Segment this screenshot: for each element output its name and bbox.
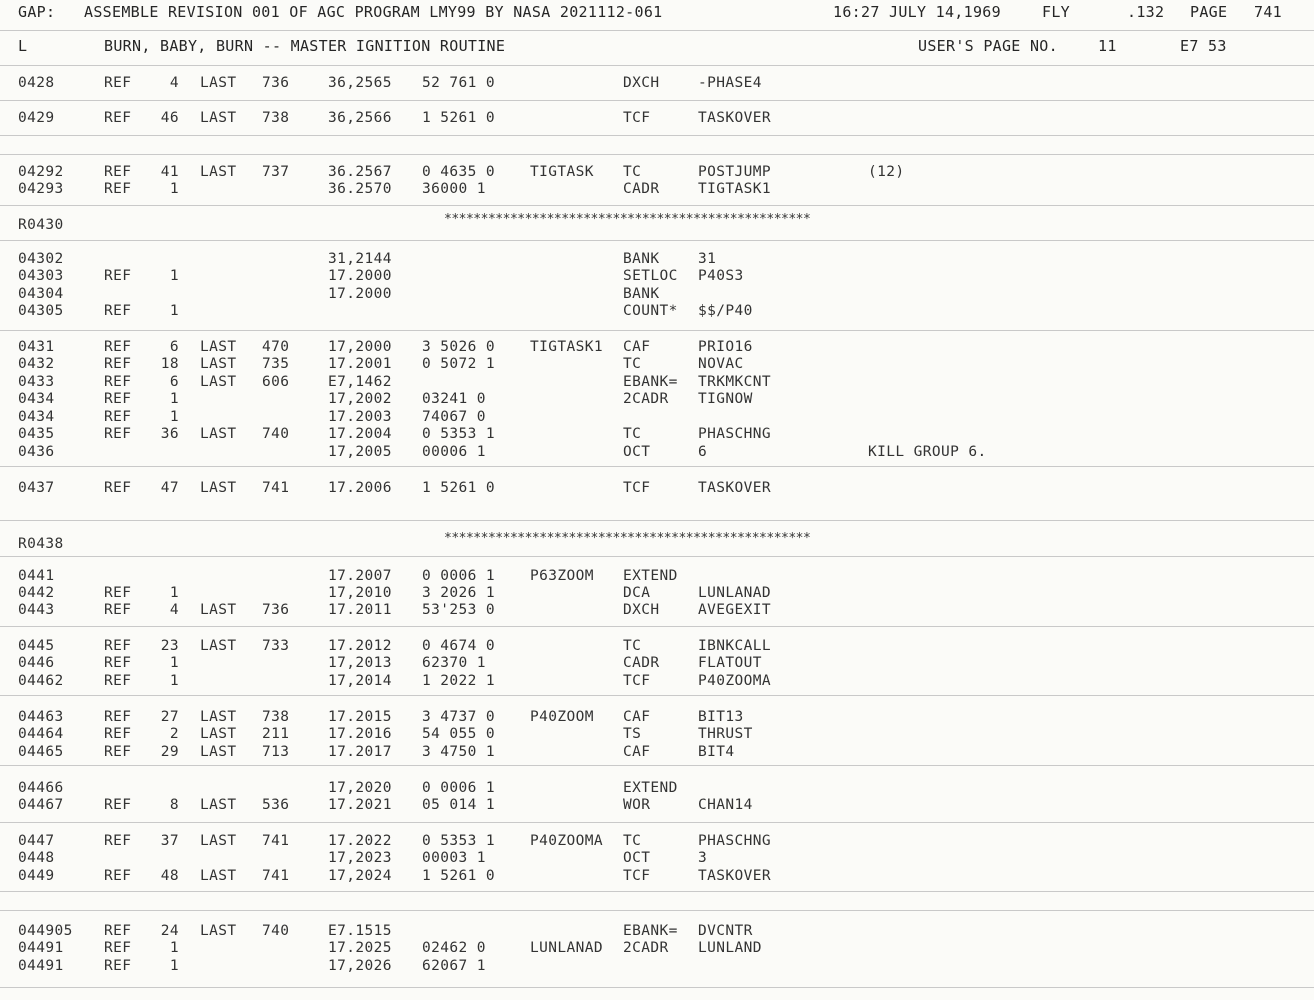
cell-line: 0443 (18, 602, 55, 618)
cell-refnum: 6 (169, 339, 179, 355)
cell-addr: 17,2000 (328, 339, 392, 355)
cell-refnum: 47 (160, 480, 179, 496)
cell-line: 04491 (18, 958, 64, 974)
cell-op: CADR (623, 655, 660, 671)
cell-line: 0434 (18, 391, 55, 407)
cell-line: 04466 (18, 780, 64, 796)
cell-label: LUNLANAD (530, 940, 604, 956)
cell-lastnum: 738 (262, 709, 290, 725)
cell-addr: 17.2001 (328, 356, 392, 372)
cell-addr: 17.2000 (328, 286, 392, 302)
cell-addr: 17.2011 (328, 602, 392, 618)
page-number: 741 (1254, 3, 1282, 21)
cell-line: 0428 (18, 75, 55, 91)
cell-line: 0441 (18, 568, 55, 584)
cell-operand: BIT4 (698, 744, 735, 760)
cell-last: LAST (200, 374, 237, 390)
cell-comment: (12) (868, 164, 905, 180)
cell-ref: REF (104, 726, 132, 742)
cell-op: EXTEND (623, 568, 678, 584)
cell-code: 74067 0 (422, 409, 486, 425)
cell-last: LAST (200, 110, 237, 126)
cell-refnum: 41 (160, 164, 179, 180)
cell-code: 3 2026 1 (422, 585, 496, 601)
cell-addr: 17,2026 (328, 958, 392, 974)
cell-addr: 36.2567 (328, 164, 392, 180)
cell-line: 04302 (18, 251, 64, 267)
cell-lastnum: 736 (262, 75, 290, 91)
ruled-line (0, 466, 1314, 467)
cell-addr: 17.2006 (328, 480, 392, 496)
cell-code: 02462 0 (422, 940, 486, 956)
cell-code: 52 761 0 (422, 75, 496, 91)
cell-refnum: 29 (160, 744, 179, 760)
cell-addr: 17,2024 (328, 868, 392, 884)
cell-operand: TASKOVER (698, 480, 772, 496)
cell-refnum: 4 (169, 75, 179, 91)
cell-line: R0430 (18, 217, 64, 233)
cell-op: DXCH (623, 602, 660, 618)
cell-code: 54 055 0 (422, 726, 496, 742)
cell-addr: 17.2021 (328, 797, 392, 813)
ruled-line (0, 910, 1314, 911)
cell-code: 36000 1 (422, 181, 486, 197)
cell-ref: REF (104, 391, 132, 407)
cell-line: 044905 (18, 923, 73, 939)
cell-refnum: 1 (169, 585, 179, 601)
cell-refnum: 27 (160, 709, 179, 725)
cell-ref: REF (104, 480, 132, 496)
cell-lastnum: 737 (262, 164, 290, 180)
cell-line: R0438 (18, 536, 64, 552)
cell-operand: TIGNOW (698, 391, 753, 407)
cell-op: CAF (623, 744, 651, 760)
cell-label: TIGTASK1 (530, 339, 604, 355)
cell-operand: LUNLAND (698, 940, 762, 956)
cell-addr: 36,2565 (328, 75, 392, 91)
cell-line: 04293 (18, 181, 64, 197)
cell-operand: FLATOUT (698, 655, 762, 671)
cell-label: P40ZOOM (530, 709, 594, 725)
cell-last: LAST (200, 797, 237, 813)
cell-addr: E7,1462 (328, 374, 392, 390)
cell-last: LAST (200, 356, 237, 372)
cell-lastnum: 736 (262, 602, 290, 618)
cell-ref: REF (104, 303, 132, 319)
cell-code: 0 0006 1 (422, 780, 496, 796)
cell-addr: 36.2570 (328, 181, 392, 197)
cell-line: 04305 (18, 303, 64, 319)
cell-addr: 17.2003 (328, 409, 392, 425)
users-page-number: 11 (1098, 37, 1117, 55)
timestamp: 16:27 JULY 14,1969 (833, 3, 1001, 21)
cell-line: 04292 (18, 164, 64, 180)
cell-line: 0446 (18, 655, 55, 671)
cell-op: TC (623, 356, 642, 372)
cell-op: EBANK= (623, 374, 678, 390)
cell-operand: IBNKCALL (698, 638, 772, 654)
cell-ref: REF (104, 958, 132, 974)
cell-refnum: 48 (160, 868, 179, 884)
cell-op: CAF (623, 709, 651, 725)
cell-op: TCF (623, 673, 651, 689)
ruled-line (0, 822, 1314, 823)
cell-last: LAST (200, 638, 237, 654)
cell-last: LAST (200, 726, 237, 742)
cell-op: TC (623, 638, 642, 654)
cell-last: LAST (200, 339, 237, 355)
cell-last: LAST (200, 744, 237, 760)
cell-line: 0431 (18, 339, 55, 355)
cell-code: 0 5353 1 (422, 426, 496, 442)
cell-addr: 17,2010 (328, 585, 392, 601)
cell-refnum: 1 (169, 303, 179, 319)
cell-last: LAST (200, 833, 237, 849)
cell-code: 1 5261 0 (422, 480, 496, 496)
cell-ref: REF (104, 868, 132, 884)
code-label: .132 (1127, 3, 1165, 21)
cell-line: 04463 (18, 709, 64, 725)
cell-op: OCT (623, 444, 651, 460)
ruled-line (0, 154, 1314, 155)
cell-lastnum: 735 (262, 356, 290, 372)
cell-code: 0 0006 1 (422, 568, 496, 584)
cell-addr: 17.2022 (328, 833, 392, 849)
cell-ref: REF (104, 744, 132, 760)
cell-op: 2CADR (623, 391, 669, 407)
cell-op: TC (623, 833, 642, 849)
cell-line: 0437 (18, 480, 55, 496)
ruled-line (0, 30, 1314, 31)
cell-operand: NOVAC (698, 356, 744, 372)
cell-line: 04464 (18, 726, 64, 742)
cell-operand: CHAN14 (698, 797, 753, 813)
cell-label: P63ZOOM (530, 568, 594, 584)
cell-last: LAST (200, 868, 237, 884)
cell-refnum: 24 (160, 923, 179, 939)
ruled-line (0, 765, 1314, 766)
cell-refnum: 1 (169, 181, 179, 197)
fly-label: FLY (1042, 3, 1070, 21)
cell-ref: REF (104, 268, 132, 284)
cell-operand: P40S3 (698, 268, 744, 284)
cell-op: BANK (623, 251, 660, 267)
cell-line: 04462 (18, 673, 64, 689)
ruled-line (0, 520, 1314, 521)
cell-op: COUNT* (623, 303, 678, 319)
cell-line: 04467 (18, 797, 64, 813)
cell-label: P40ZOOMA (530, 833, 604, 849)
separator-stars: ************************************************** (444, 531, 811, 546)
cell-lastnum: 606 (262, 374, 290, 390)
cell-comment: KILL GROUP 6. (868, 444, 987, 460)
cell-addr: 17.2000 (328, 268, 392, 284)
left-marker: L (18, 37, 28, 55)
cell-operand: $$/P40 (698, 303, 753, 319)
cell-ref: REF (104, 602, 132, 618)
users-page-label: USER'S PAGE NO. (918, 37, 1058, 55)
ruled-line (0, 695, 1314, 696)
page-label: PAGE (1190, 3, 1228, 21)
cell-ref: REF (104, 181, 132, 197)
cell-operand: PHASCHNG (698, 426, 772, 442)
cell-ref: REF (104, 923, 132, 939)
cell-op: CADR (623, 181, 660, 197)
cell-operand: DVCNTR (698, 923, 753, 939)
cell-code: 0 5353 1 (422, 833, 496, 849)
cell-operand: -PHASE4 (698, 75, 762, 91)
cell-op: DXCH (623, 75, 660, 91)
cell-last: LAST (200, 602, 237, 618)
cell-line: 0448 (18, 850, 55, 866)
cell-ref: REF (104, 940, 132, 956)
cell-refnum: 23 (160, 638, 179, 654)
cell-ref: REF (104, 833, 132, 849)
routine-title: BURN, BABY, BURN -- MASTER IGNITION ROUTINE (104, 37, 506, 55)
cell-line: 0434 (18, 409, 55, 425)
cell-op: TCF (623, 110, 651, 126)
cell-op: OCT (623, 850, 651, 866)
cell-lastnum: 738 (262, 110, 290, 126)
ruled-line (0, 205, 1314, 206)
cell-operand: 6 (698, 444, 708, 460)
cell-code: 03241 0 (422, 391, 486, 407)
cell-lastnum: 741 (262, 833, 290, 849)
cell-last: LAST (200, 75, 237, 91)
cell-code: 00006 1 (422, 444, 486, 460)
ruled-line (0, 626, 1314, 627)
cell-ref: REF (104, 585, 132, 601)
cell-addr: 17,2014 (328, 673, 392, 689)
cell-ref: REF (104, 110, 132, 126)
cell-line: 0447 (18, 833, 55, 849)
ruled-line (0, 987, 1314, 988)
cell-ref: REF (104, 356, 132, 372)
cell-op: TC (623, 426, 642, 442)
cell-refnum: 1 (169, 409, 179, 425)
cell-addr: 17.2017 (328, 744, 392, 760)
assembly-title: ASSEMBLE REVISION 001 OF AGC PROGRAM LMY99 BY NASA 2021112-061 (84, 3, 663, 21)
ruled-line (0, 330, 1314, 331)
cell-ref: REF (104, 409, 132, 425)
cell-last: LAST (200, 923, 237, 939)
ruled-line (0, 100, 1314, 101)
cell-refnum: 1 (169, 268, 179, 284)
cell-op: BANK (623, 286, 660, 302)
cell-line: 04304 (18, 286, 64, 302)
cell-addr: 17,2002 (328, 391, 392, 407)
cell-code: 1 5261 0 (422, 868, 496, 884)
cell-line: 0445 (18, 638, 55, 654)
cell-line: 0449 (18, 868, 55, 884)
cell-lastnum: 740 (262, 426, 290, 442)
cell-operand: AVEGEXIT (698, 602, 772, 618)
cell-line: 0433 (18, 374, 55, 390)
cell-lastnum: 470 (262, 339, 290, 355)
cell-op: TCF (623, 868, 651, 884)
cell-op: TS (623, 726, 642, 742)
cell-operand: BIT13 (698, 709, 744, 725)
cell-operand: LUNLANAD (698, 585, 772, 601)
cell-line: 0429 (18, 110, 55, 126)
cell-code: 62067 1 (422, 958, 486, 974)
cell-refnum: 1 (169, 673, 179, 689)
ruled-line (0, 65, 1314, 66)
cell-refnum: 1 (169, 655, 179, 671)
cell-line: 0435 (18, 426, 55, 442)
cell-ref: REF (104, 709, 132, 725)
cell-lastnum: 740 (262, 923, 290, 939)
cell-code: 1 5261 0 (422, 110, 496, 126)
cell-code: 53'253 0 (422, 602, 496, 618)
cell-ref: REF (104, 75, 132, 91)
cell-refnum: 8 (169, 797, 179, 813)
cell-ref: REF (104, 673, 132, 689)
cell-code: 05 014 1 (422, 797, 496, 813)
cell-op: TCF (623, 480, 651, 496)
cell-refnum: 4 (169, 602, 179, 618)
cell-code: 3 4750 1 (422, 744, 496, 760)
cell-operand: TRKMKCNT (698, 374, 772, 390)
cell-addr: 17.2012 (328, 638, 392, 654)
cell-line: 04491 (18, 940, 64, 956)
cell-op: EBANK= (623, 923, 678, 939)
cell-operand: TASKOVER (698, 868, 772, 884)
cell-operand: PHASCHNG (698, 833, 772, 849)
cell-op: CAF (623, 339, 651, 355)
cell-ref: REF (104, 164, 132, 180)
cell-last: LAST (200, 709, 237, 725)
cell-lastnum: 741 (262, 868, 290, 884)
cell-line: 04465 (18, 744, 64, 760)
cell-lastnum: 733 (262, 638, 290, 654)
cell-code: 0 4674 0 (422, 638, 496, 654)
cell-lastnum: 536 (262, 797, 290, 813)
cell-ref: REF (104, 638, 132, 654)
cell-op: WOR (623, 797, 651, 813)
cell-operand: TIGTASK1 (698, 181, 772, 197)
cell-code: 3 5026 0 (422, 339, 496, 355)
cell-last: LAST (200, 426, 237, 442)
cell-line: 0432 (18, 356, 55, 372)
ruled-line (0, 556, 1314, 557)
cell-line: 0436 (18, 444, 55, 460)
cell-refnum: 2 (169, 726, 179, 742)
cell-code: 1 2022 1 (422, 673, 496, 689)
cell-line: 04303 (18, 268, 64, 284)
cell-op: 2CADR (623, 940, 669, 956)
cell-operand: THRUST (698, 726, 753, 742)
cell-line: 0442 (18, 585, 55, 601)
cell-ref: REF (104, 655, 132, 671)
cell-addr: 17.2016 (328, 726, 392, 742)
cell-op: DCA (623, 585, 651, 601)
e7-label: E7 53 (1180, 37, 1227, 55)
cell-last: LAST (200, 164, 237, 180)
separator-stars: ************************************************** (444, 212, 811, 227)
cell-refnum: 37 (160, 833, 179, 849)
cell-ref: REF (104, 374, 132, 390)
cell-refnum: 36 (160, 426, 179, 442)
ruled-line (0, 135, 1314, 136)
cell-code: 3 4737 0 (422, 709, 496, 725)
cell-ref: REF (104, 426, 132, 442)
cell-lastnum: 713 (262, 744, 290, 760)
ruled-line (0, 240, 1314, 241)
cell-addr: 17,2013 (328, 655, 392, 671)
cell-code: 00003 1 (422, 850, 486, 866)
cell-last: LAST (200, 480, 237, 496)
cell-ref: REF (104, 797, 132, 813)
cell-operand: POSTJUMP (698, 164, 772, 180)
cell-addr: 17,2020 (328, 780, 392, 796)
cell-addr: 17.2015 (328, 709, 392, 725)
cell-code: 62370 1 (422, 655, 486, 671)
cell-code: 0 5072 1 (422, 356, 496, 372)
cell-addr: 17.2004 (328, 426, 392, 442)
cell-refnum: 18 (160, 356, 179, 372)
cell-operand: P40ZOOMA (698, 673, 772, 689)
ruled-line (0, 891, 1314, 892)
cell-addr: 31,2144 (328, 251, 392, 267)
cell-refnum: 1 (169, 940, 179, 956)
cell-addr: E7.1515 (328, 923, 392, 939)
cell-code: 0 4635 0 (422, 164, 496, 180)
cell-refnum: 46 (160, 110, 179, 126)
cell-op: SETLOC (623, 268, 678, 284)
cell-refnum: 6 (169, 374, 179, 390)
cell-refnum: 1 (169, 391, 179, 407)
cell-op: EXTEND (623, 780, 678, 796)
cell-addr: 36,2566 (328, 110, 392, 126)
cell-addr: 17.2007 (328, 568, 392, 584)
cell-operand: 31 (698, 251, 717, 267)
cell-label: TIGTASK (530, 164, 594, 180)
cell-addr: 17,2023 (328, 850, 392, 866)
cell-ref: REF (104, 339, 132, 355)
cell-addr: 17,2005 (328, 444, 392, 460)
cell-addr: 17.2025 (328, 940, 392, 956)
cell-op: TC (623, 164, 642, 180)
cell-operand: PRIO16 (698, 339, 753, 355)
cell-operand: TASKOVER (698, 110, 772, 126)
cell-refnum: 1 (169, 958, 179, 974)
cell-lastnum: 211 (262, 726, 290, 742)
cell-lastnum: 741 (262, 480, 290, 496)
gap-label: GAP: (18, 3, 56, 21)
cell-operand: 3 (698, 850, 708, 866)
